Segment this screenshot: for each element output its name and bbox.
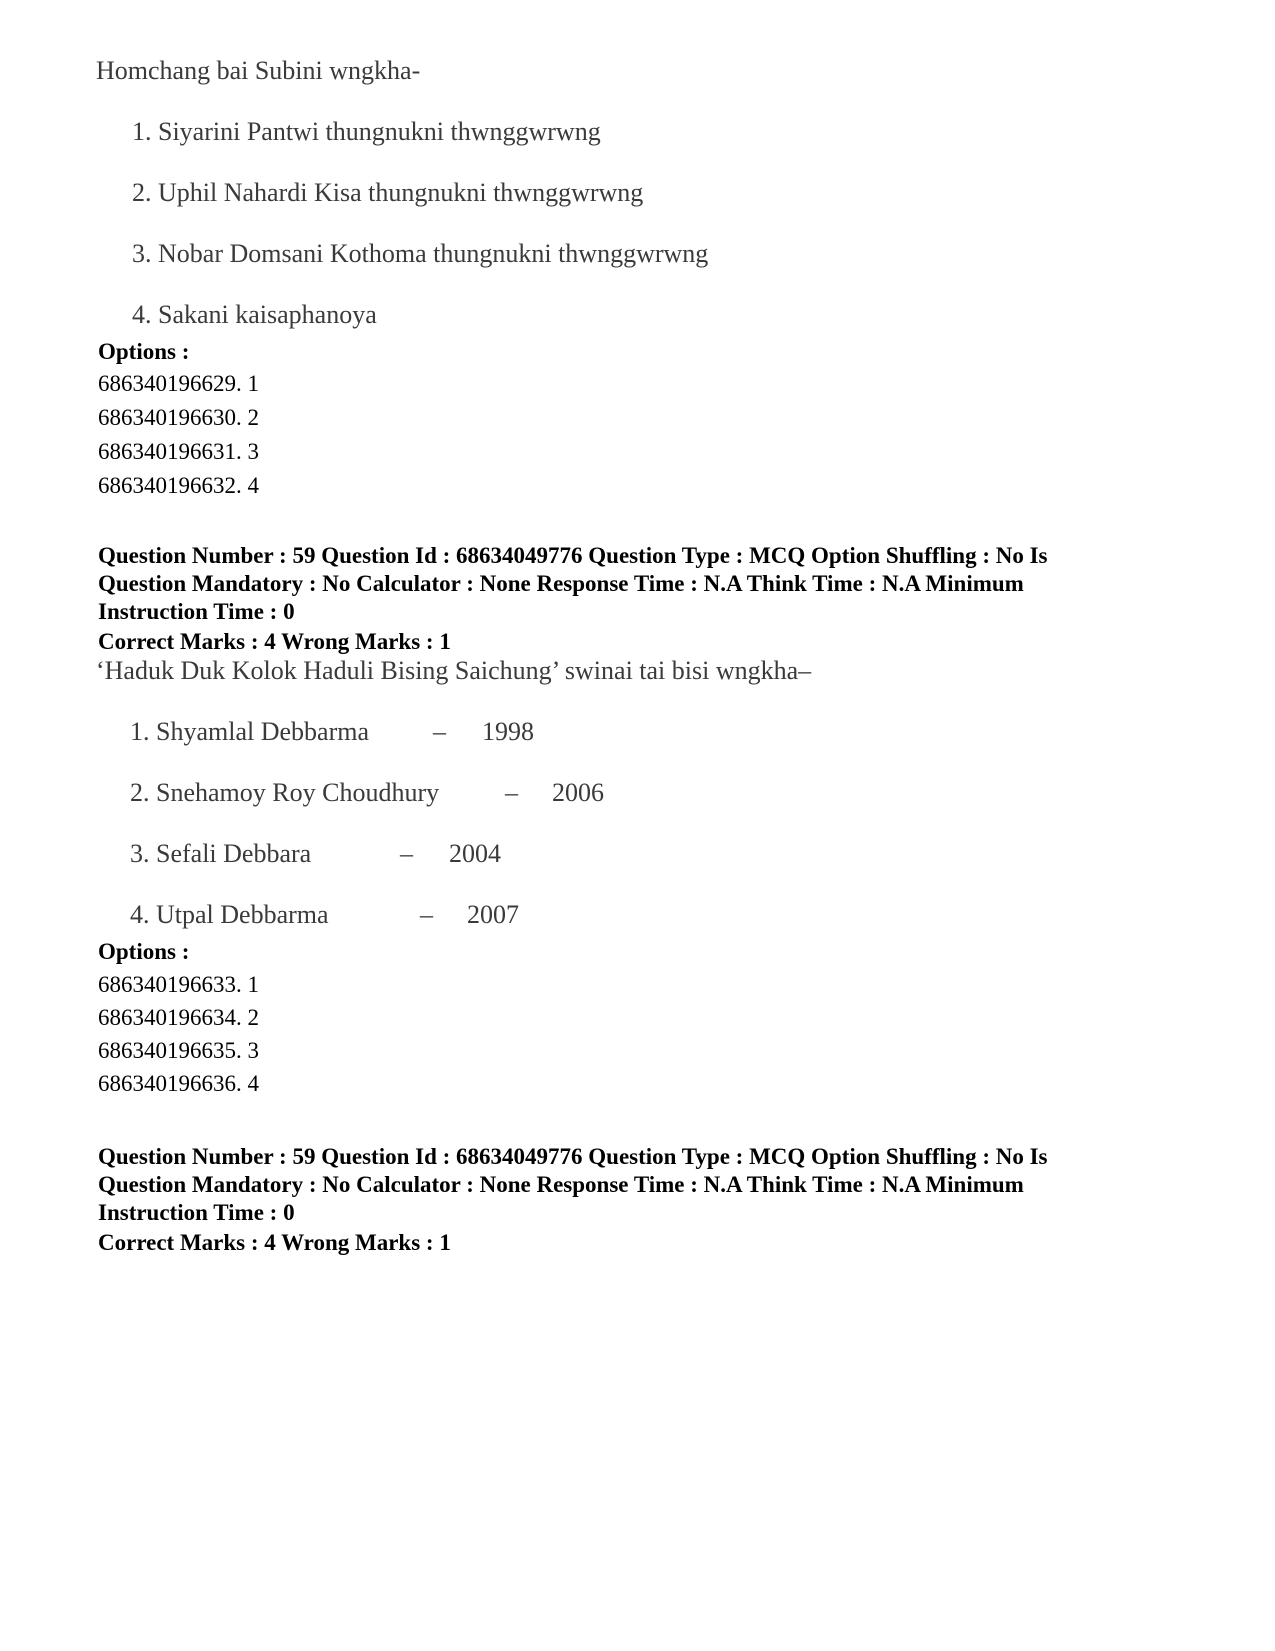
q59-option-1: 686340196633. 1 bbox=[98, 972, 259, 997]
q59-marks: Correct Marks : 4 Wrong Marks : 1 bbox=[98, 629, 451, 654]
q59-stem: ‘Haduk Duk Kolok Haduli Bising Saichung’ swinai tai bisi wngkha– bbox=[96, 656, 812, 685]
q59-pair-name: 1. Shyamlal Debbarma bbox=[130, 717, 369, 746]
q59-pair-dash: – bbox=[420, 900, 433, 929]
q59-repeat-meta-line3: Instruction Time : 0 bbox=[98, 1200, 295, 1225]
q59-pair-name: 4. Utpal Debbarma bbox=[130, 900, 329, 929]
q58-statement-3: 3. Nobar Domsani Kothoma thungnukni thwnggwrwng bbox=[132, 239, 709, 268]
q59-repeat-meta-line2: Question Mandatory : No Calculator : None Response Time : N.A Think Time : N.A Minimum bbox=[98, 1172, 1024, 1197]
q58-statement-4: 4. Sakani kaisaphanoya bbox=[132, 300, 377, 329]
q58-option-1: 686340196629. 1 bbox=[98, 371, 259, 396]
q59-options-label: Options : bbox=[98, 939, 190, 964]
q58-option-4: 686340196632. 4 bbox=[98, 473, 259, 498]
q59-meta-line2: Question Mandatory : No Calculator : None Response Time : N.A Think Time : N.A Minimum bbox=[98, 571, 1024, 596]
q59-option-3: 686340196635. 3 bbox=[98, 1038, 259, 1063]
q58-option-3: 686340196631. 3 bbox=[98, 439, 259, 464]
q59-pair-dash: – bbox=[400, 839, 413, 868]
q59-pair-year: 2006 bbox=[552, 778, 604, 807]
q59-option-2: 686340196634. 2 bbox=[98, 1005, 259, 1030]
q58-options-label: Options : bbox=[98, 339, 190, 364]
q58-option-2: 686340196630. 2 bbox=[98, 405, 259, 430]
q59-meta-line1: Question Number : 59 Question Id : 68634049776 Question Type : MCQ Option Shuffling : No Is bbox=[98, 543, 1048, 568]
q58-stem: Homchang bai Subini wngkha- bbox=[96, 56, 421, 85]
q58-statement-2: 2. Uphil Nahardi Kisa thungnukni thwnggwrwng bbox=[132, 178, 644, 207]
q59-pair-year: 2004 bbox=[449, 839, 501, 868]
q59-repeat-marks: Correct Marks : 4 Wrong Marks : 1 bbox=[98, 1230, 451, 1255]
q58-statement-1: 1. Siyarini Pantwi thungnukni thwnggwrwng bbox=[132, 117, 601, 146]
q59-meta bbox=[98, 542, 1188, 626]
q59-pair-dash: – bbox=[505, 778, 518, 807]
q59-pair-dash: – bbox=[433, 717, 446, 746]
q59-meta-line3: Instruction Time : 0 bbox=[98, 599, 295, 624]
q59-option-4: 686340196636. 4 bbox=[98, 1071, 259, 1096]
q59-pair-name: 2. Snehamoy Roy Choudhury bbox=[130, 778, 440, 807]
q59-pair-year: 1998 bbox=[482, 717, 534, 746]
q59-pair-year: 2007 bbox=[467, 900, 519, 929]
q59-pair-name: 3. Sefali Debbara bbox=[130, 839, 312, 868]
q59-repeat-meta bbox=[98, 1143, 1188, 1227]
q59-repeat-meta-line1: Question Number : 59 Question Id : 68634049776 Question Type : MCQ Option Shuffling : No Is bbox=[98, 1144, 1048, 1169]
